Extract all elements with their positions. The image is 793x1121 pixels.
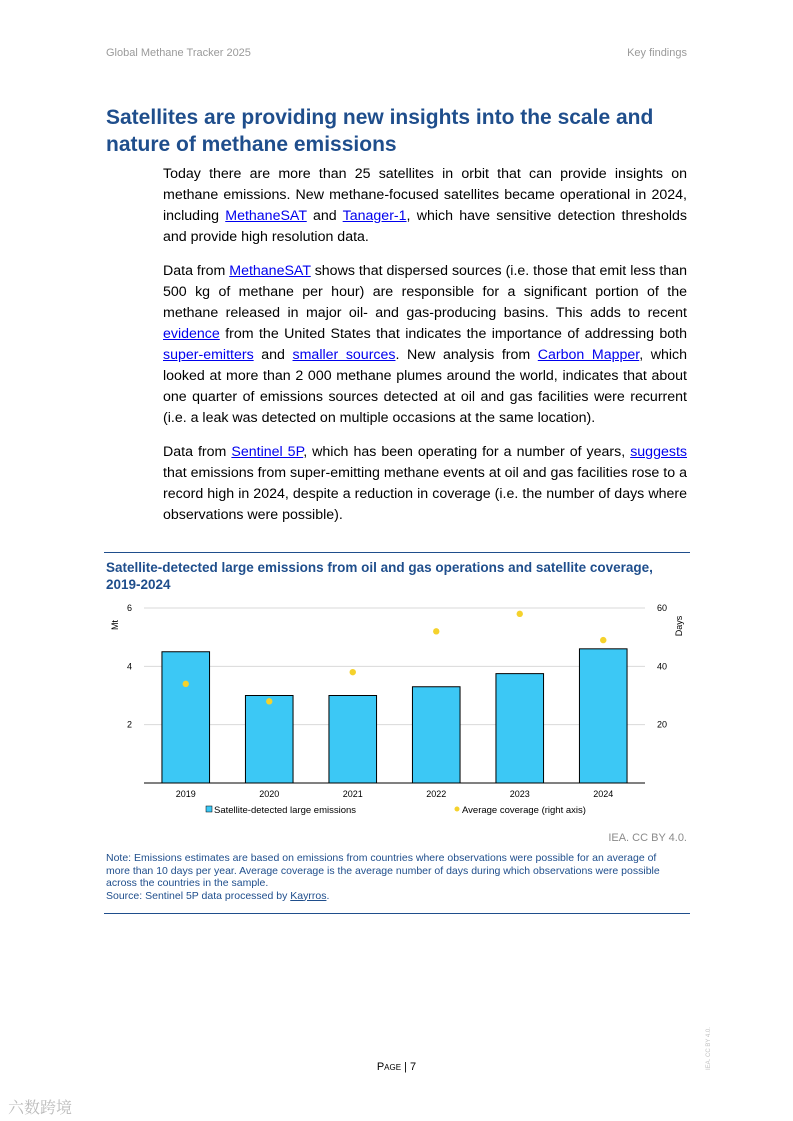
- bar: [496, 674, 544, 783]
- x-tick-label: 2024: [593, 789, 614, 799]
- y-tick-label: 6: [126, 603, 132, 613]
- chart-title: Satellite-detected large emissions from oil and gas operations and satellite coverage, 2019-2024: [106, 560, 653, 592]
- coverage-dot: [517, 611, 523, 617]
- running-header-section: Key findings: [627, 47, 687, 59]
- coverage-dot: [600, 637, 606, 643]
- y2-tick-label: 60: [657, 603, 668, 613]
- coverage-dot: [350, 669, 356, 675]
- coverage-dot: [183, 681, 189, 687]
- bar: [579, 649, 627, 783]
- paragraph-3: Data from Sentinel 5P, which has been operating for a number of years, suggests that emissions from super-emitting methane events at oil and gas facilities rose to a record high in 2024, despite a reduction in coverage (i.e. the number of days where observations were possible).: [163, 444, 687, 523]
- page-footer: Page | 7: [376, 1061, 417, 1073]
- section-title: Satellites are providing new insights into the scale and nature of methane emissions: [106, 106, 654, 156]
- coverage-dot: [266, 698, 272, 704]
- chart-note: [106, 852, 681, 902]
- y-axis-label: Mt: [110, 620, 120, 630]
- y-tick-label: 2: [126, 719, 132, 730]
- link-kayrros[interactable]: Kayrros: [290, 889, 327, 902]
- y2-axis-label: Days: [674, 615, 684, 637]
- page-label: Page: [376, 1061, 402, 1073]
- side-credit: [703, 1020, 713, 1070]
- link-evidence[interactable]: evidence: [163, 326, 220, 342]
- watermark: 六数跨境: [8, 1100, 73, 1117]
- paragraph-1: Today there are more than 25 satellites in orbit that can provide insights on methane emissions. New methane-focused satellites became operational in 2024, including MethaneSAT and Tanager-1, which have sensitive detection thresholds and provide high resolution data.: [163, 166, 687, 245]
- x-tick-label: 2022: [426, 789, 447, 799]
- y2-tick-label: 20: [657, 719, 668, 730]
- note-text: Note: Emissions estimates are based on emissions from countries where observations were possible for an average of more than 10 days per year. Average coverage is the average number of days during which observations were possible across the countries in the sample.: [106, 852, 660, 889]
- legend-swatch-dot: [455, 807, 460, 812]
- legend-swatch-bar: [206, 806, 212, 812]
- bar: [245, 696, 293, 784]
- page-number: 7: [410, 1061, 417, 1073]
- bar: [412, 687, 460, 783]
- x-tick-label: 2023: [509, 789, 530, 799]
- x-tick-label: 2020: [259, 789, 280, 799]
- legend-label-bar: Satellite-detected large emissions: [214, 805, 357, 816]
- y-tick-label: 4: [126, 661, 132, 672]
- link-carbon-mapper[interactable]: Carbon Mapper: [537, 347, 640, 363]
- body-text: [163, 164, 687, 539]
- source-line: Source: Sentinel 5P data processed by Kayrros.: [106, 889, 330, 902]
- link-methanesat[interactable]: MethaneSAT: [225, 208, 307, 224]
- chart-credit: IEA. CC BY 4.0.: [608, 832, 687, 844]
- link-smaller-sources[interactable]: smaller sources: [292, 347, 396, 363]
- bar: [329, 696, 377, 784]
- y2-tick-label: 40: [657, 661, 668, 672]
- side-credit-text: IEA. CC BY 4.0.: [706, 1027, 712, 1070]
- coverage-dot: [433, 628, 439, 634]
- figure: [104, 552, 690, 914]
- x-tick-label: 2021: [342, 789, 363, 799]
- running-header-title: Global Methane Tracker 2025: [106, 47, 251, 59]
- link-tanager-1[interactable]: Tanager-1: [342, 208, 407, 224]
- link-suggests[interactable]: suggests: [630, 444, 687, 460]
- x-tick-label: 2019: [175, 789, 196, 799]
- legend-label-dot: Average coverage (right axis): [462, 805, 586, 816]
- link-methanesat-2[interactable]: MethaneSAT: [229, 263, 311, 279]
- link-sentinel-5p[interactable]: Sentinel 5P: [231, 444, 304, 460]
- bar: [162, 652, 210, 783]
- link-super-emitters[interactable]: super-emitters: [163, 347, 254, 363]
- chart: [104, 553, 690, 828]
- paragraph-2: Data from MethaneSAT shows that dispersed sources (i.e. those that emit less than 500 kg of methane per hour) are responsible for a significant portion of the methane released in major oil- and gas-producing basins. This adds to recent evidence from the United States that indicates the importance of addressing both super-emitters and smaller sources. New analysis from Carbon Mapper, which looked at more than 2 000 methane plumes around the world, indicates that about one quarter of emissions sources detected at oil and gas facilities were recurrent (i.e. a leak was detected on multiple occasions at the same location).: [163, 263, 688, 426]
